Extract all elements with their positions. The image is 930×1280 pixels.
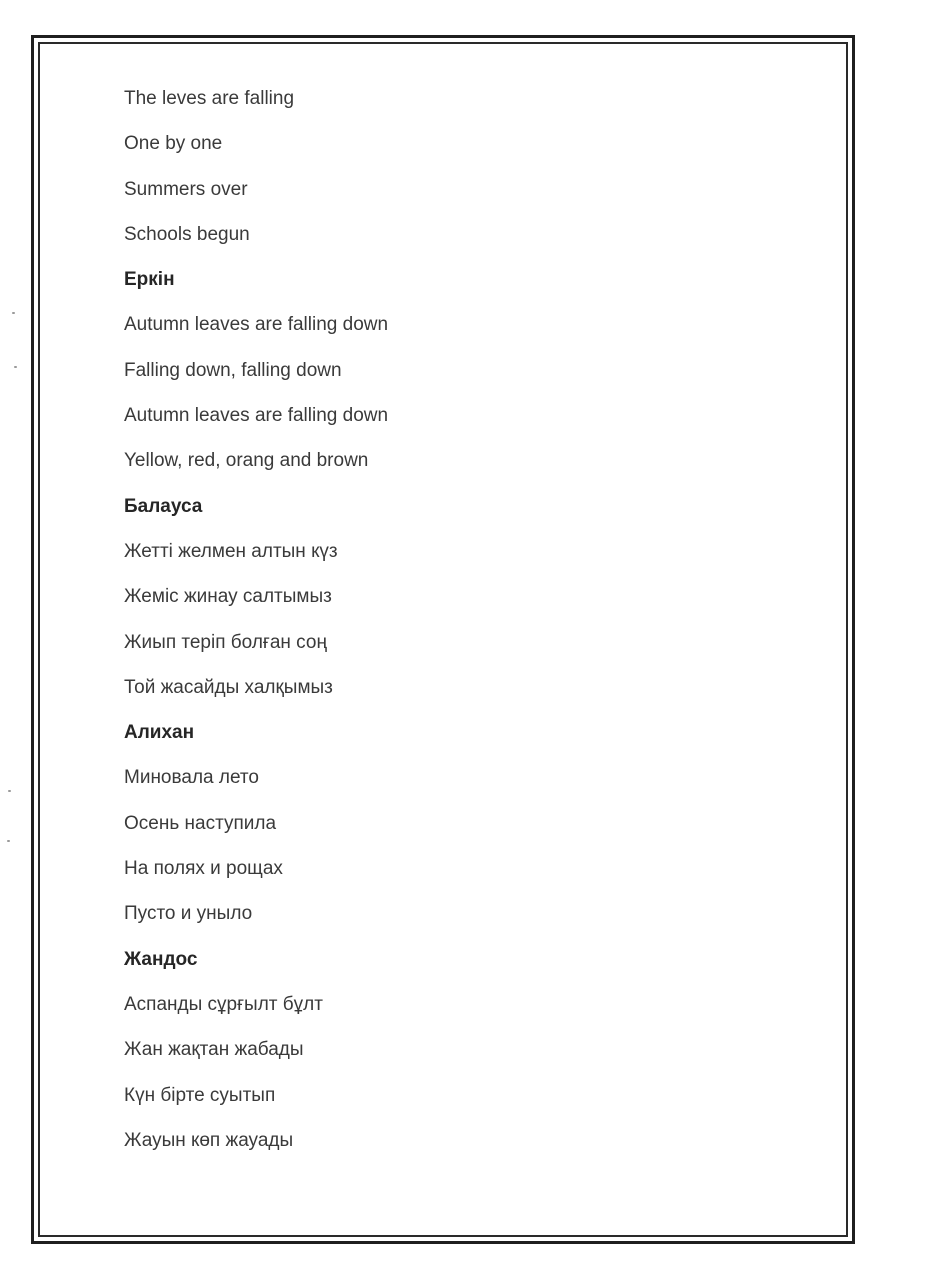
poem-line: Миновала лето	[124, 767, 259, 789]
poem-line: Жеміс жинау салтымыз	[124, 586, 332, 608]
scan-speck	[7, 840, 10, 842]
poem-line: The leves are falling	[124, 88, 295, 109]
poem-line: Autumn leaves are falling down	[124, 314, 389, 336]
poem-line: Summers over	[124, 178, 248, 200]
author-name: Еркін	[124, 269, 175, 291]
author-name: Алихан	[124, 722, 195, 744]
poem-line: One by one	[124, 133, 223, 155]
poem-line: Falling down, falling down	[124, 359, 342, 381]
poem-line: Той жасайды халқымыз	[124, 676, 333, 698]
poem-line: Autumn leaves are falling down	[124, 405, 389, 427]
poem-line: Жан жақтан жабады	[124, 1039, 304, 1061]
poem-line: Пусто и уныло	[124, 903, 253, 925]
poem-line: Жауын көп жауады	[124, 1129, 294, 1151]
poem-body	[124, 86, 724, 1173]
scan-speck	[12, 312, 15, 314]
author-name: Балауса	[124, 495, 203, 517]
author-name: Жандос	[124, 948, 198, 970]
poem-line: На полях и рощах	[124, 858, 283, 880]
poem-line: Күн бірте суытып	[124, 1084, 276, 1106]
scan-speck	[8, 790, 11, 792]
poem-line: Schools begun	[124, 223, 250, 245]
poem-line: Yellow, red, orang and brown	[124, 450, 369, 472]
poem-line: Жетті желмен алтын күз	[124, 540, 338, 562]
poem-line: Жиып теріп болған соң	[124, 631, 327, 653]
poem-line: Осень наступила	[124, 812, 277, 834]
poem-line: Аспанды сұрғылт бұлт	[124, 993, 323, 1015]
scan-speck	[14, 366, 17, 368]
